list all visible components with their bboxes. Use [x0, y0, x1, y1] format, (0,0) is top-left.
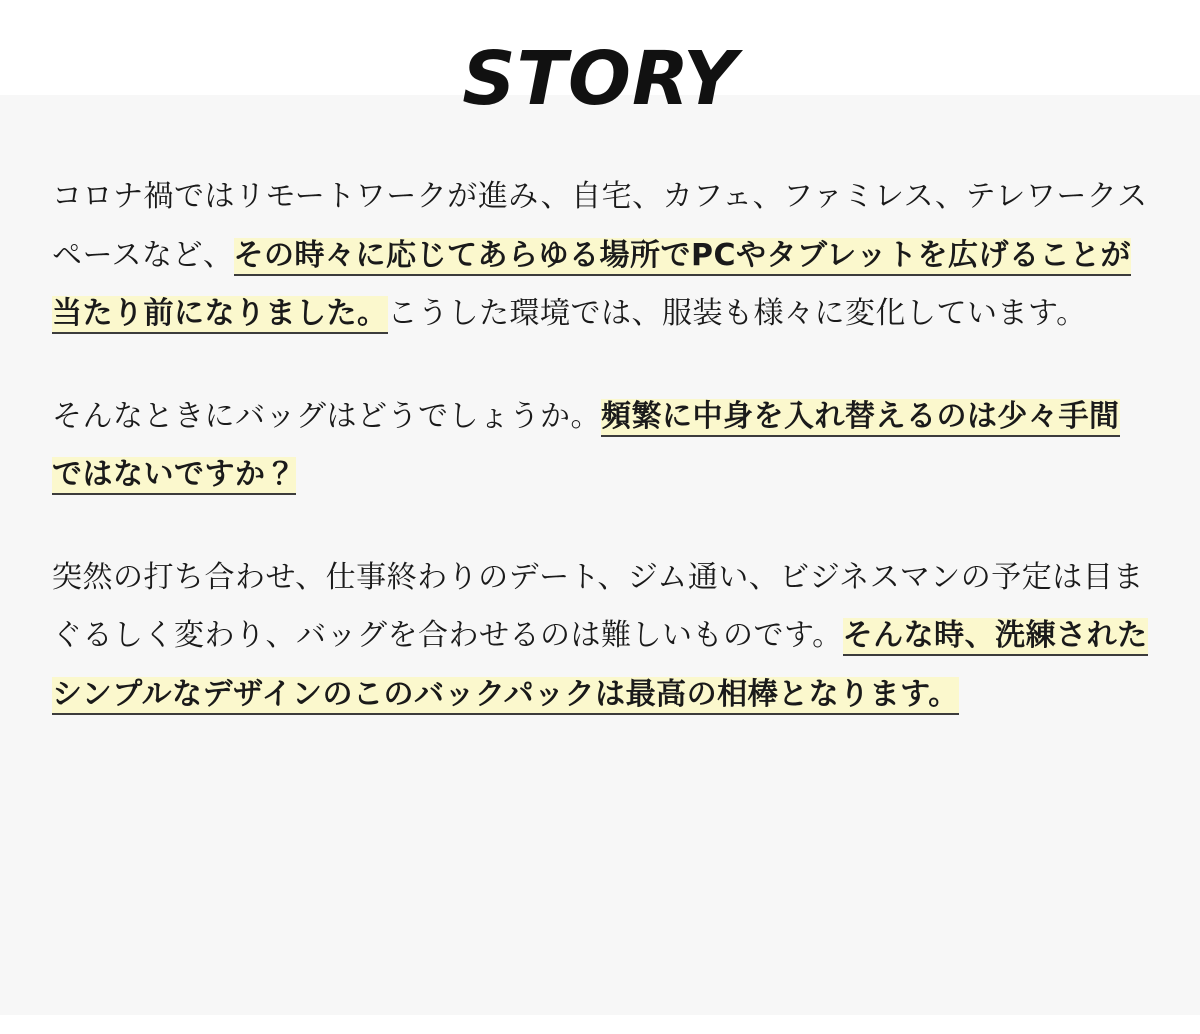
paragraph-3: [52, 549, 1148, 725]
paragraph-2-highlight-1: 頻繁に中身を入れ替えるのは少々手間ではないですか？: [52, 399, 1120, 496]
paragraph-2-segment-1: そんなときにバッグはどうでしょうか。: [52, 398, 601, 434]
paragraph-1-segment-1: コロナ禍ではリモートワークが進み、自宅、カフェ、ファミレス、テレワークスペースなど、: [52, 179, 1148, 273]
page-title: STORY: [462, 36, 738, 122]
paragraph-3-highlight-1: そんな時、洗練されたシンプルなデザインのこのバックパックは最高の相棒となります。: [52, 618, 1148, 715]
story-paragraphs: [52, 168, 1148, 724]
paragraph-1: [52, 168, 1148, 344]
paragraph-1-highlight-1: その時々に応じてあらゆる場所でPCやタブレットを広げることが当たり前になりました。: [52, 238, 1131, 335]
paragraph-3-segment-1: 突然の打ち合わせ、仕事終わりのデート、ジム通い、ビジネスマンの予定は目まぐるしく変わり、バッグを合わせるのは難しいものです。: [52, 559, 1144, 653]
paragraph-1-segment-2: こうした環境では、服装も様々に変化しています。: [387, 296, 1087, 331]
paragraph-2: [52, 388, 1148, 505]
